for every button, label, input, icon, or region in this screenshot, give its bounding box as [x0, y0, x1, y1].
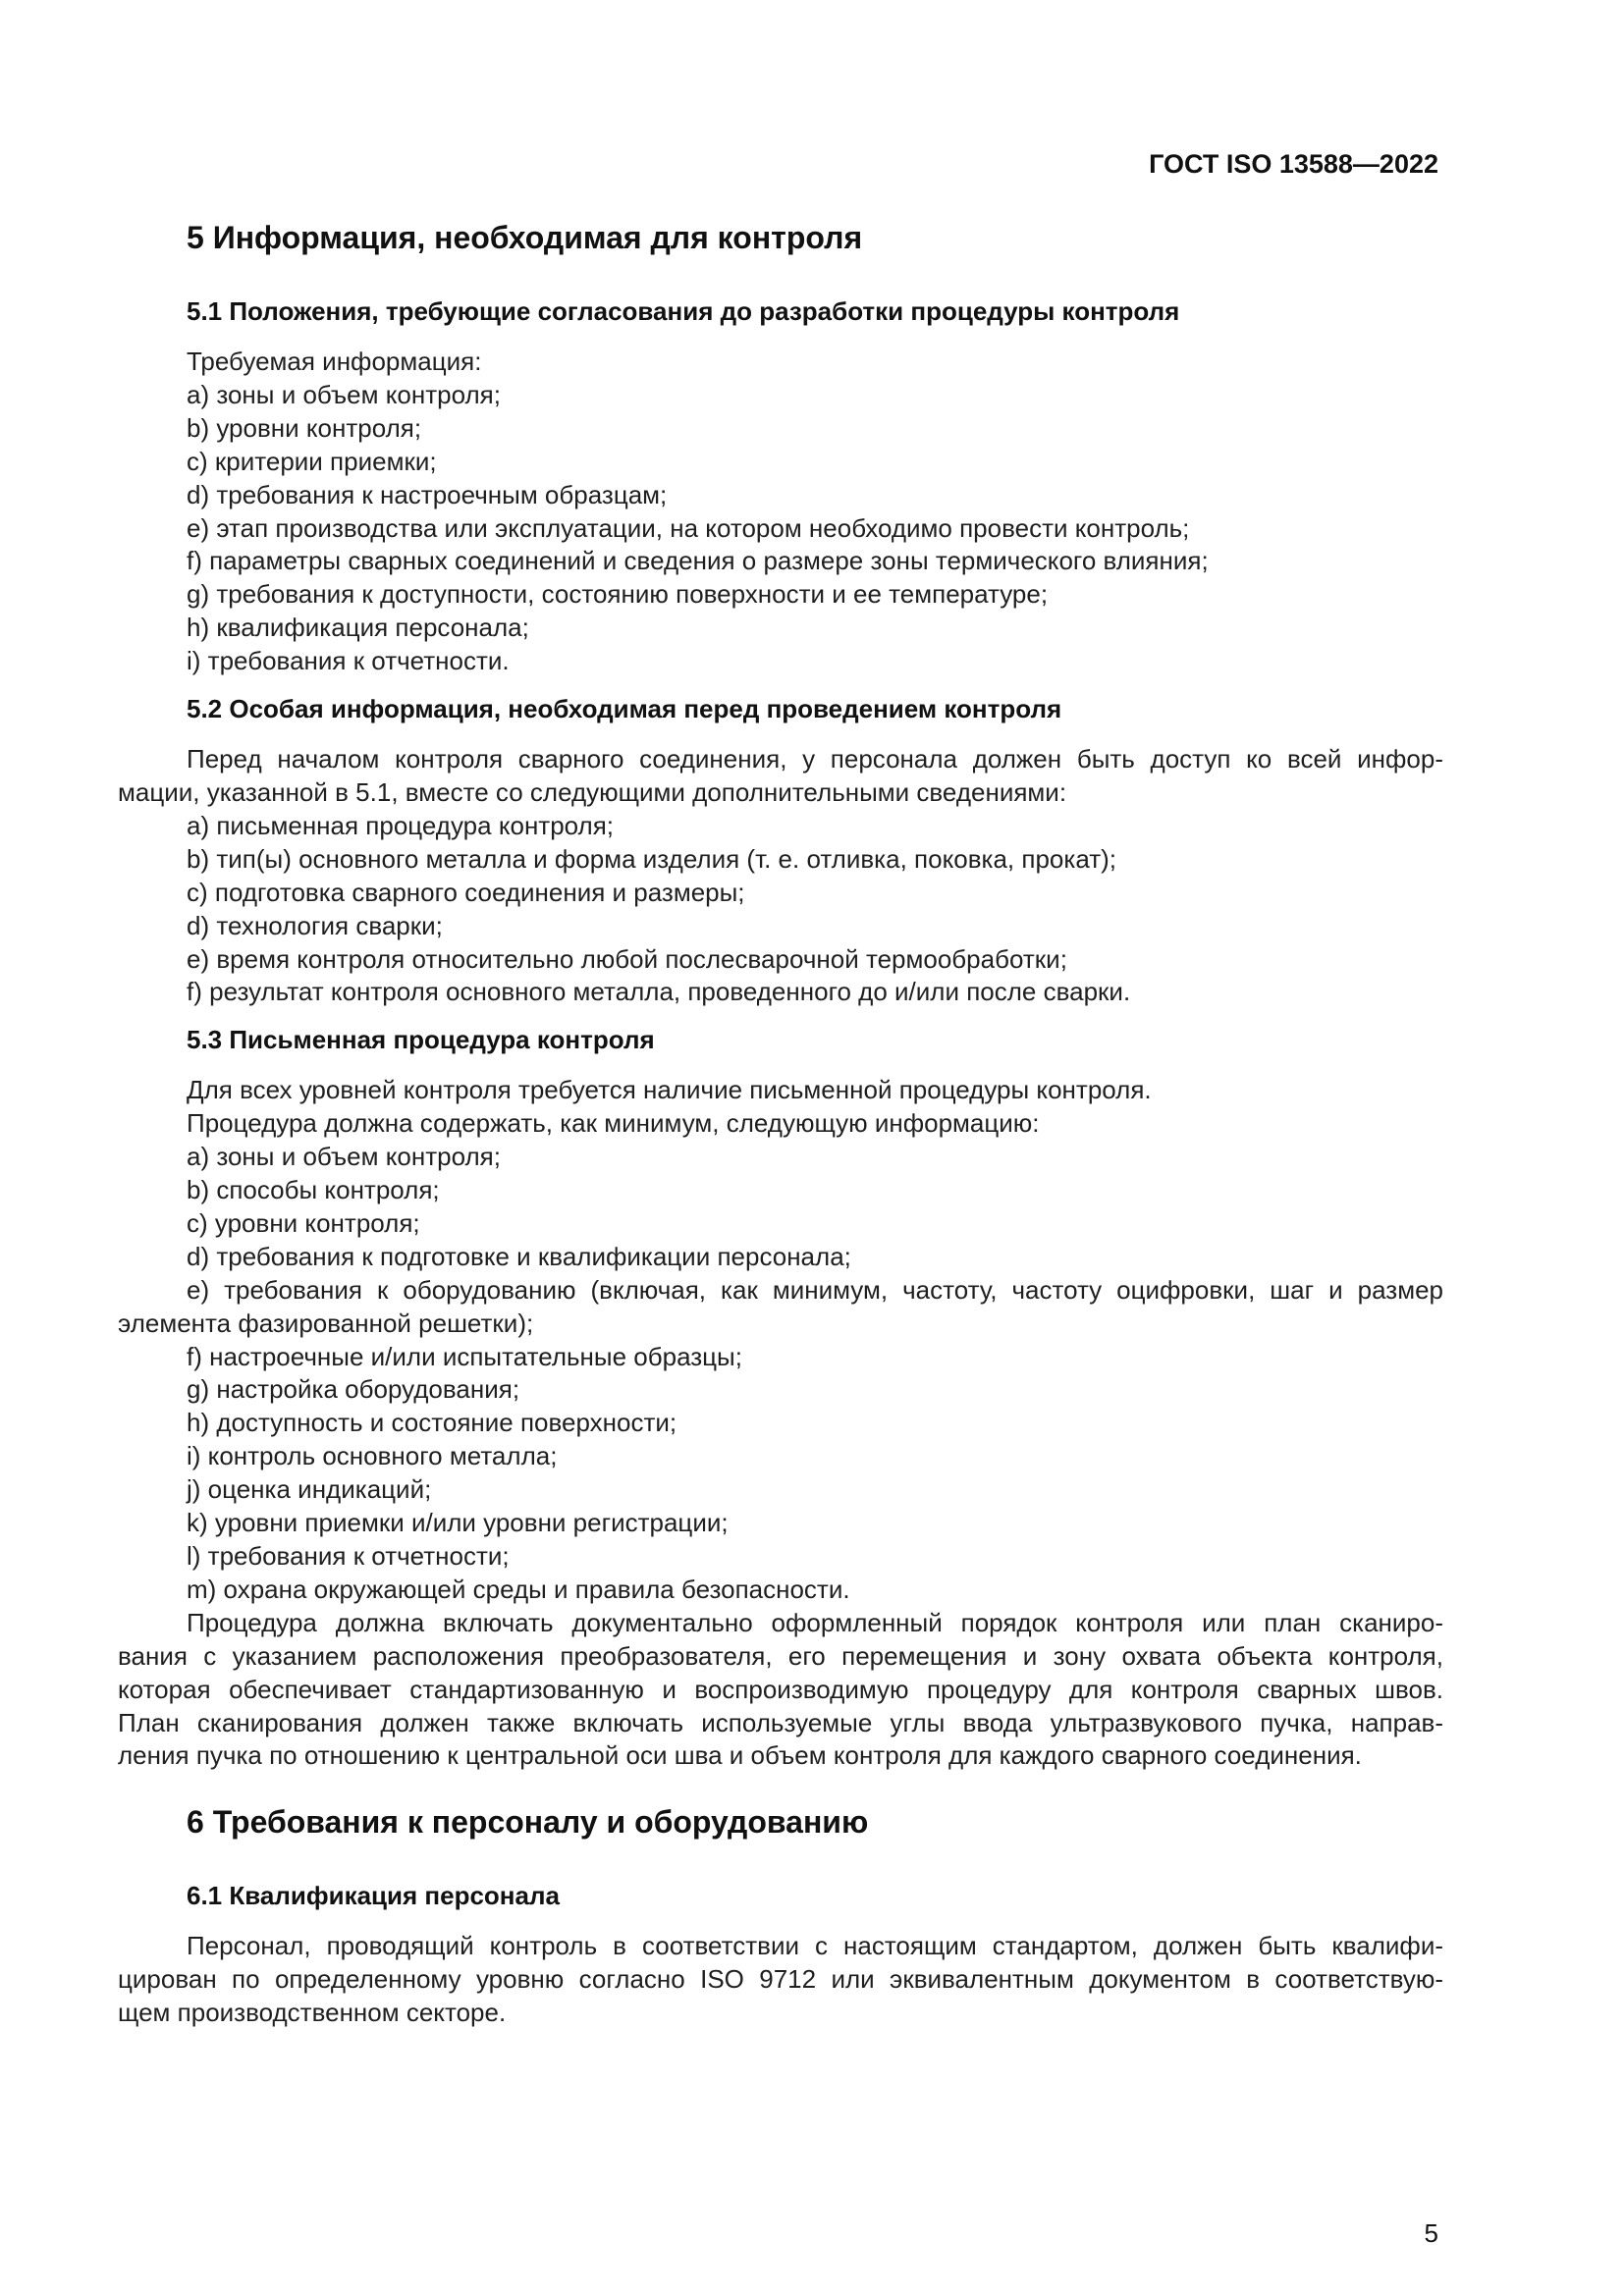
list-item-continuation: элемента фазированной решетки);	[118, 1308, 534, 1338]
section-5-3-intro-2: Процедура должна содержать, как минимум, следующую информацию:	[187, 1108, 1040, 1139]
list-item: a) зоны и объем контроля;	[187, 379, 501, 409]
list-item: b) способы контроля;	[187, 1175, 440, 1205]
list-item: k) уровни приемки и/или уровни регистрации;	[187, 1508, 729, 1538]
list-item: d) требования к подготовке и квалификации персонала;	[187, 1241, 851, 1271]
section-5-3-intro-1: Для всех уровней контроля требуется наличие письменной процедуры контроля.	[187, 1075, 1152, 1105]
list-item: g) требования к доступности, состоянию поверхности и ее температуре;	[187, 579, 1049, 610]
document-body	[118, 218, 1443, 2030]
list-item: m) охрана окружающей среды и правила безопасности.	[187, 1574, 850, 1604]
section-6-1-para-line: цирован по определенному уровню согласно ISO 9712 или эквивалентным документом в соответствую-	[118, 1964, 1443, 1995]
list-item: i) контроль основного металла;	[187, 1441, 558, 1471]
list-item: f) параметры сварных соединений и сведения о размере зоны термического влияния;	[187, 546, 1209, 576]
list-item: j) оценка индикаций;	[187, 1474, 432, 1505]
list-item: e) требования к оборудованию (включая, как минимум, частоту, частоту оцифровки, шаг и размер	[187, 1274, 1443, 1305]
list-item: h) доступность и состояние поверхности;	[187, 1408, 677, 1438]
list-item: i) требования к отчетности.	[187, 646, 510, 676]
list-item: a) зоны и объем контроля;	[187, 1142, 501, 1172]
list-item: b) уровни контроля;	[187, 412, 422, 443]
section-5-3-closing-line: ления пучка по отношению к центральной оси шва и объем контроля для каждого сварного соединения.	[118, 1740, 1362, 1771]
list-item: h) квалификация персонала;	[187, 613, 529, 643]
section-5-title: 5 Информация, необходимая для контроля	[187, 220, 863, 255]
page-number: 5	[1424, 2218, 1438, 2248]
list-item: a) письменная процедура контроля;	[187, 810, 615, 840]
list-item: d) технология сварки;	[187, 910, 443, 940]
section-5-2-title: 5.2 Особая информация, необходимая перед проведением контроля	[187, 694, 1062, 724]
list-item: f) настроечные и/или испытательные образцы;	[187, 1341, 742, 1371]
list-item: e) этап производства или эксплуатации, на котором необходимо провести контроль;	[187, 512, 1190, 543]
section-5-3-closing-line: вания с указанием расположения преобразователя, его перемещения и зону охвата объекта контроля,	[118, 1640, 1443, 1671]
section-6-1-title: 6.1 Квалификация персонала	[187, 1881, 560, 1911]
list-item: g) настройка оборудования;	[187, 1374, 520, 1405]
section-6-1-para-line: щем производственном секторе.	[118, 1998, 507, 2028]
section-6-title: 6 Требования к персоналу и оборудованию	[187, 1804, 869, 1841]
list-item: f) результат контроля основного металла, проведенного до и/или после сварки.	[187, 977, 1131, 1007]
document-id-header: ГОСТ ISO 13588—2022	[1149, 149, 1438, 179]
list-item: l) требования к отчетности;	[187, 1541, 510, 1571]
section-5-3-title: 5.3 Письменная процедура контроля	[187, 1025, 655, 1055]
section-5-3-closing-line: План сканирования должен также включать используемые углы ввода ультразвукового пучка, направ-	[118, 1707, 1443, 1737]
list-item: b) тип(ы) основного металла и форма изделия (т. е. отливка, поковка, прокат);	[187, 843, 1116, 874]
section-5-2-para-line: Перед началом контроля сварного соединения, у персонала должен быть доступ ко всей инфор-	[187, 744, 1443, 774]
list-item: e) время контроля относительно любой послесварочной термообработки;	[187, 943, 1067, 974]
section-5-3-closing-line: которая обеспечивает стандартизованную и воспроизводимую процедуру для контроля сварных швов.	[118, 1674, 1443, 1704]
section-5-1-intro: Требуемая информация:	[187, 347, 482, 376]
section-5-3-closing-line: Процедура должна включать документально оформленный порядок контроля или план сканиро-	[187, 1607, 1443, 1637]
section-6-1-para-line: Персонал, проводящий контроль в соответствии с настоящим стандартом, должен быть квалифи-	[187, 1931, 1443, 1961]
list-item: d) требования к настроечным образцам;	[187, 479, 668, 509]
list-item: c) критерии приемки;	[187, 446, 437, 476]
section-5-1-title: 5.1 Положения, требующие согласования до разработки процедуры контроля	[187, 296, 1180, 326]
list-item: c) подготовка сварного соединения и размеры;	[187, 877, 745, 907]
section-5-2-para-line: мации, указанной в 5.1, вместе со следующими дополнительными сведениями:	[118, 776, 1067, 807]
list-item: c) уровни контроля;	[187, 1207, 420, 1238]
